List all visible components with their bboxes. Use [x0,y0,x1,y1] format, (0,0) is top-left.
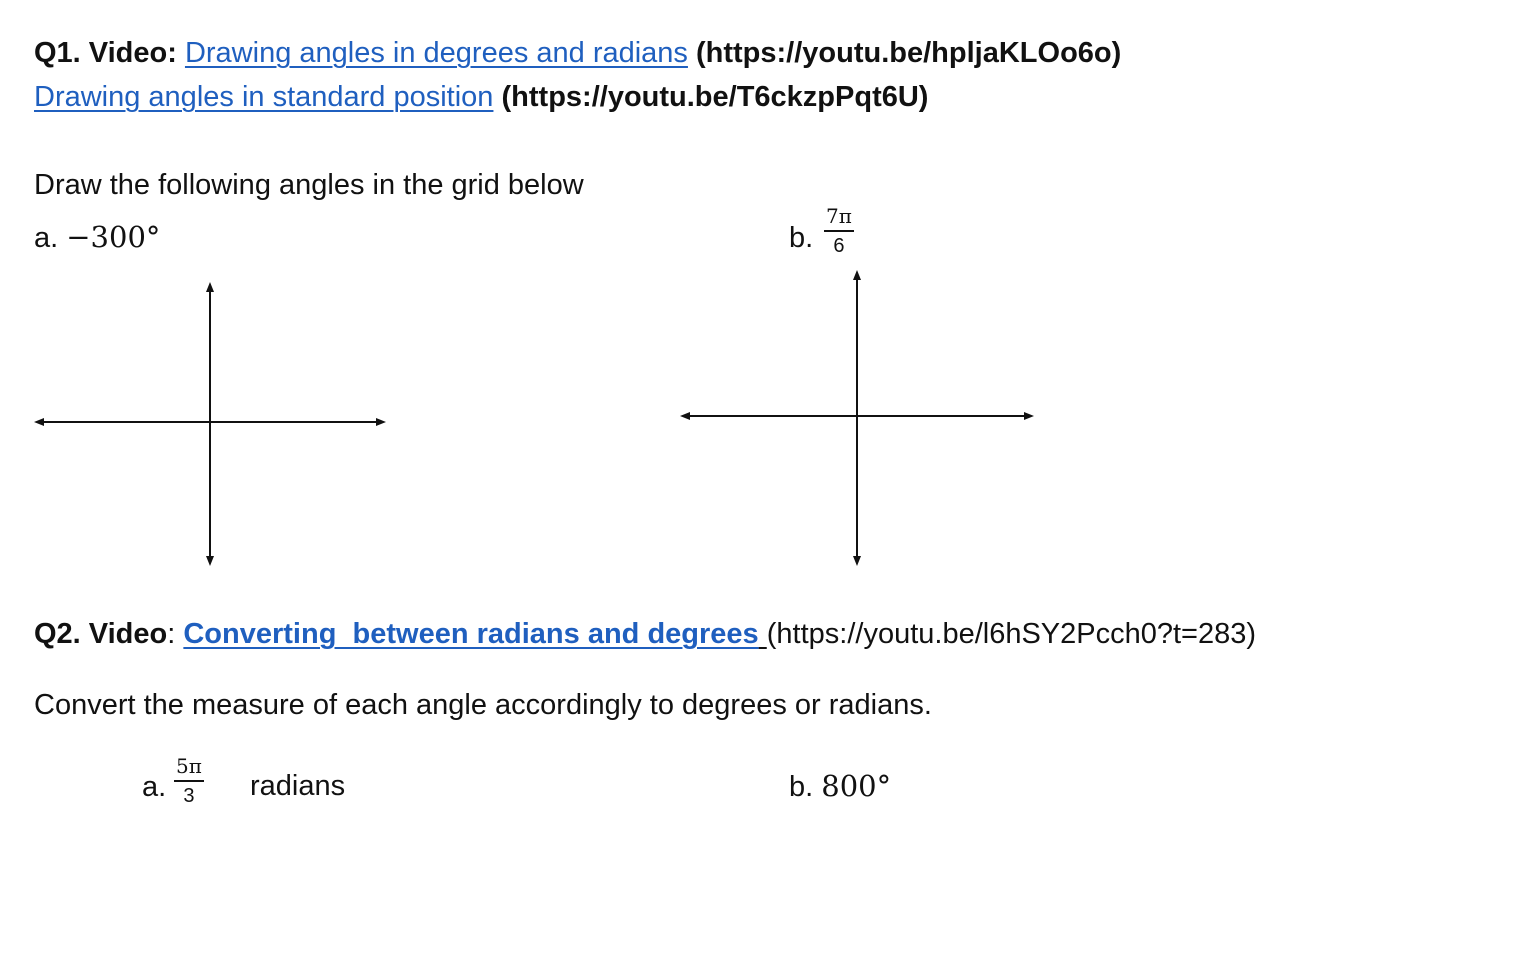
axes-grid-b[interactable] [678,268,1038,570]
q2-instruction: Convert the measure of each angle accordingly to degrees or radians. [34,689,932,721]
q1-instruction: Draw the following angles in the grid below [34,169,584,201]
q1-part-b-denominator: 6 [833,235,845,257]
q1-link2-url: (https://youtu.be/T6ckzpPqt6U) [501,81,929,113]
y-axis-down-arrow [206,556,214,566]
y-axis-down-arrow [853,556,861,566]
q2-colon: : [167,618,176,650]
q2-part-b-label: b. [789,771,814,803]
q2-part-b-value: 800° [821,769,892,803]
q1-link1-url: (https://youtu.be/hpljaKLOo6o) [696,37,1122,69]
q2-part-a-denominator: 3 [183,785,195,807]
y-axis-up-arrow [853,270,861,280]
x-axis-left-arrow [680,412,690,420]
link-drawing-angles-standard-position[interactable]: Drawing angles in standard position [34,81,494,113]
q2-link-url: (https://youtu.be/l6hSY2Pcch0?t=283) [766,618,1257,650]
q2-part-a-label: a. [142,771,167,803]
q1-part-b-label: b. [789,222,814,254]
x-axis-right-arrow [1024,412,1034,420]
q2-part-b [789,768,891,805]
q1-part-b-fraction [824,205,854,257]
q1-part-a-value: −300° [66,220,161,254]
q1-title: Q1. Video: [34,37,177,69]
q1-part-a-label: a. [34,222,59,254]
q1-part-b-numerator: 7π [824,205,854,232]
q2-part-a-fraction [174,755,204,807]
q1-heading [34,35,1121,71]
q2-title: Q2. Video [34,618,168,650]
axes-grid-a[interactable] [30,278,390,570]
link-drawing-angles-degrees-radians[interactable]: Drawing angles in degrees and radians [184,37,688,69]
x-axis-left-arrow [34,418,44,426]
q2-part-a-numerator: 5π [174,755,204,782]
x-axis-right-arrow [376,418,386,426]
q2-part-a-unit: radians [250,770,346,802]
y-axis-up-arrow [206,282,214,292]
q1-heading-line2 [34,79,928,115]
q2-heading [34,616,1256,652]
link-converting-radians-degrees[interactable]: Converting between radians and degrees [183,618,759,650]
q1-part-a [34,219,160,256]
